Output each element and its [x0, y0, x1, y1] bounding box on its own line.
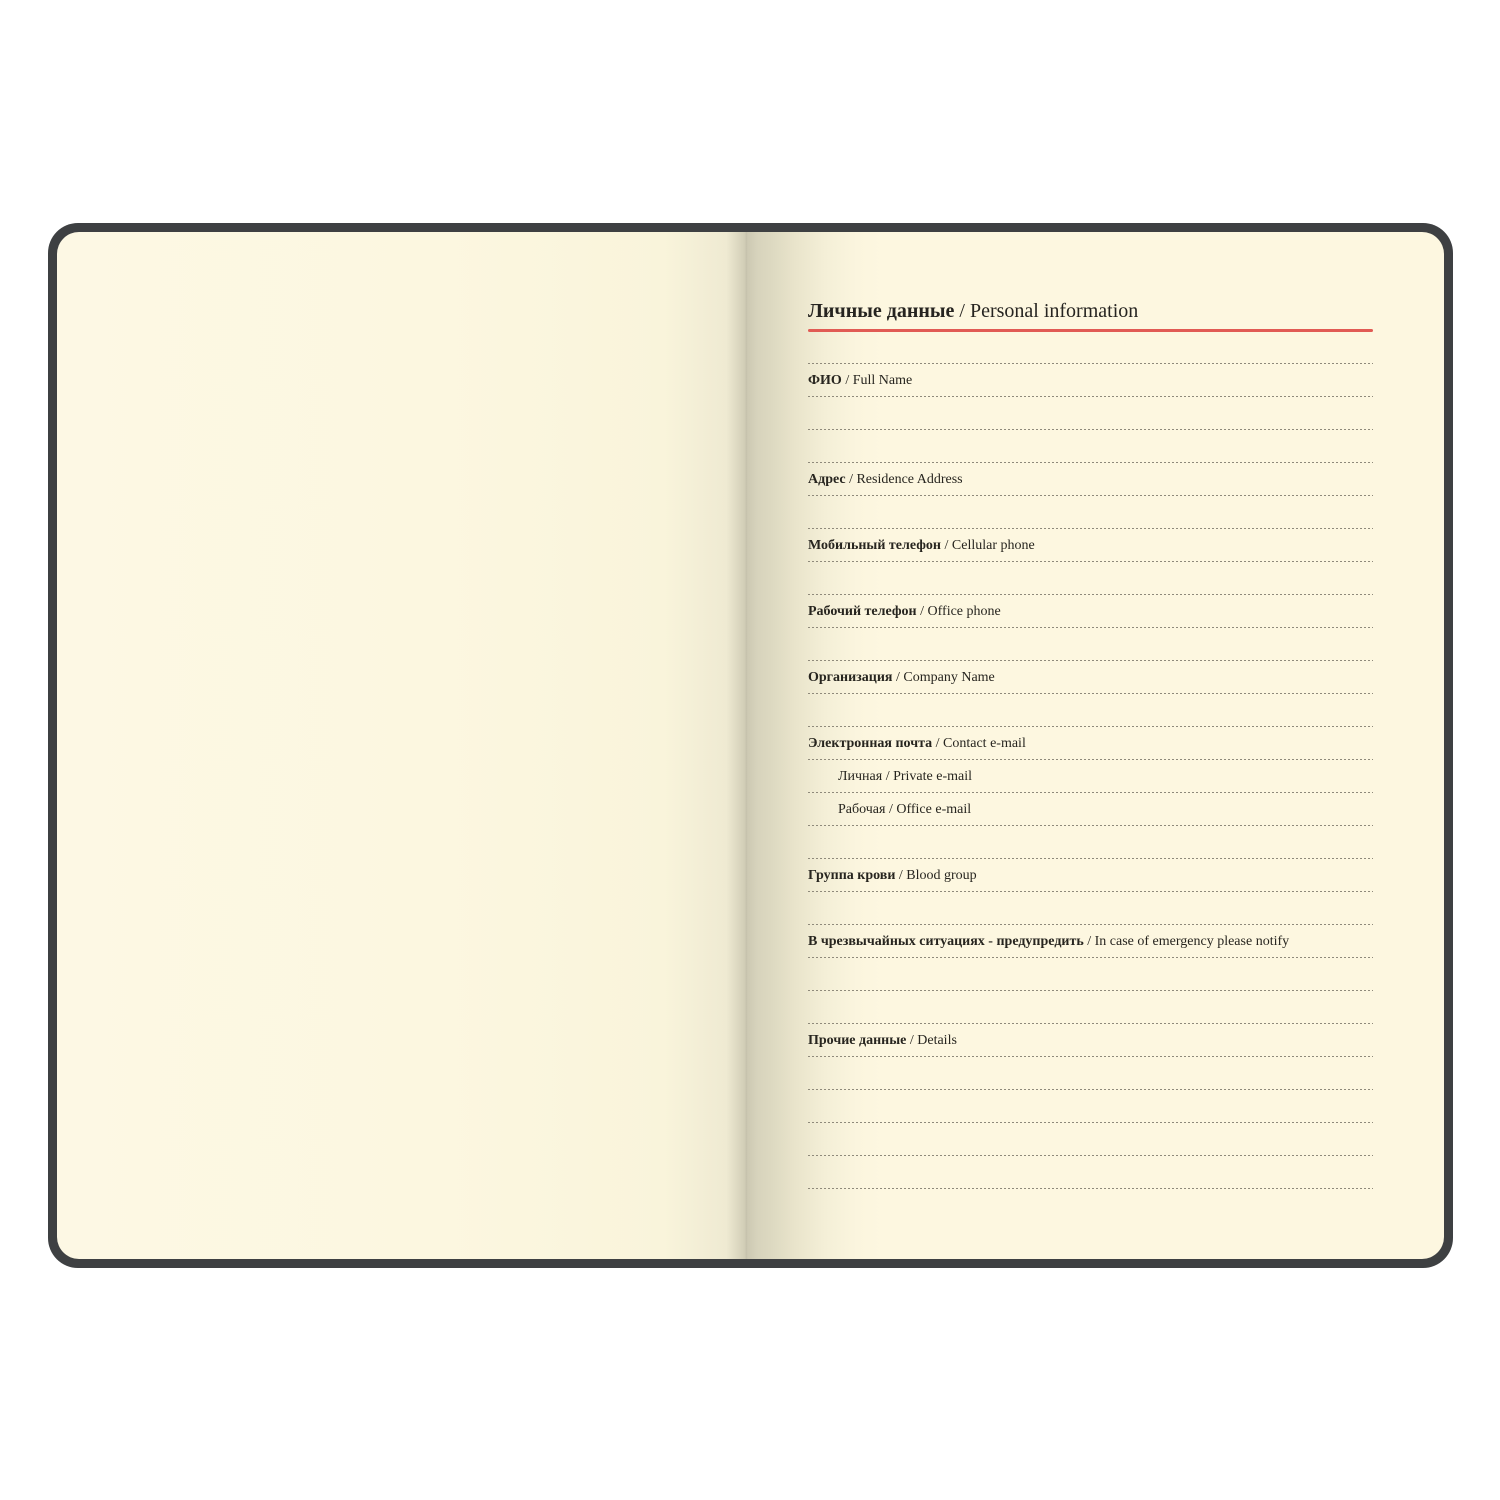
- ruled-line: [808, 1056, 1373, 1057]
- ruled-line: [808, 561, 1373, 562]
- ruled-line: [808, 528, 1373, 529]
- field-label-ru: Адрес: [808, 472, 846, 487]
- ruled-line: [808, 1155, 1373, 1156]
- field-label-en: / Full Name: [841, 373, 913, 388]
- ruled-line: [808, 627, 1373, 628]
- field-label: [808, 1023, 1373, 1049]
- field-label: [808, 726, 1373, 752]
- form-row: [808, 825, 1373, 858]
- ruled-line: [808, 1122, 1373, 1123]
- form-row: [808, 858, 1373, 891]
- ruled-line: [808, 363, 1373, 364]
- ruled-line: [808, 726, 1373, 727]
- field-label-ru: Рабочий телефон: [808, 604, 917, 619]
- field-label-ru: Мобильный телефон: [808, 538, 941, 553]
- form-row: [808, 495, 1373, 528]
- form-row: [808, 660, 1373, 693]
- ruled-line: [808, 957, 1373, 958]
- field-label-en: / Company Name: [892, 670, 995, 685]
- personal-info-form: [808, 363, 1373, 1221]
- ruled-line: [808, 759, 1373, 760]
- ruled-line: [808, 924, 1373, 925]
- field-label-en: / Private e-mail: [882, 769, 972, 784]
- ruled-line: [808, 429, 1373, 430]
- field-label-ru: Организация: [808, 670, 893, 685]
- page-title: [808, 298, 1138, 324]
- field-label: [808, 858, 1373, 884]
- form-row: [808, 1056, 1373, 1089]
- field-label-ru: Личная: [838, 769, 883, 784]
- ruled-line: [808, 792, 1373, 793]
- field-label-ru: В чрезвычайных ситуациях - предупредить: [808, 934, 1084, 949]
- form-row: [808, 726, 1373, 759]
- field-label-en: / Contact e-mail: [932, 736, 1026, 751]
- form-row: [808, 1023, 1373, 1056]
- form-row: [808, 990, 1373, 1023]
- form-row: [808, 594, 1373, 627]
- field-label-ru: Группа крови: [808, 868, 896, 883]
- field-label-en: / In case of emergency please notify: [1083, 934, 1290, 949]
- form-row: [808, 627, 1373, 660]
- ruled-line: [808, 1023, 1373, 1024]
- field-label-ru: Рабочая: [838, 802, 886, 817]
- field-label: [808, 759, 1373, 785]
- field-label-en: / Residence Address: [845, 472, 963, 487]
- form-row: [808, 462, 1373, 495]
- form-row: [808, 528, 1373, 561]
- field-label-en: / Office e-mail: [885, 802, 972, 817]
- form-row: [808, 1089, 1373, 1122]
- ruled-line: [808, 1188, 1373, 1189]
- form-row: [808, 1188, 1373, 1221]
- left-page-blank: [57, 232, 747, 1259]
- notebook-open-spread: [57, 232, 1444, 1259]
- field-label: [808, 660, 1373, 686]
- form-row: [808, 429, 1373, 462]
- ruled-line: [808, 1089, 1373, 1090]
- field-label-en: / Office phone: [916, 604, 1001, 619]
- form-row: [808, 1122, 1373, 1155]
- ruled-line: [808, 660, 1373, 661]
- form-row: [808, 396, 1373, 429]
- ruled-line: [808, 462, 1373, 463]
- ruled-line: [808, 825, 1373, 826]
- form-row: [808, 363, 1373, 396]
- personal-info-page: [808, 232, 1373, 1259]
- form-row: [808, 1155, 1373, 1188]
- form-row: [808, 891, 1373, 924]
- ruled-line: [808, 693, 1373, 694]
- notebook-cover: [48, 223, 1453, 1268]
- ruled-line: [808, 858, 1373, 859]
- form-row: [808, 693, 1373, 726]
- field-label: [808, 462, 1373, 488]
- ruled-line: [808, 495, 1373, 496]
- field-label: [808, 924, 1373, 950]
- form-row: [808, 924, 1373, 957]
- form-row: [808, 792, 1373, 825]
- field-label: [808, 363, 1373, 389]
- field-label-en: / Details: [906, 1033, 957, 1048]
- field-label: [808, 792, 1373, 818]
- form-row: [808, 957, 1373, 990]
- field-label-ru: ФИО: [808, 373, 842, 388]
- field-label: [808, 528, 1373, 554]
- ruled-line: [808, 594, 1373, 595]
- field-label-ru: Прочие данные: [808, 1033, 907, 1048]
- page-title-separator: /: [954, 300, 970, 322]
- title-underline-rule: [808, 329, 1373, 332]
- form-row: [808, 759, 1373, 792]
- ruled-line: [808, 990, 1373, 991]
- page-title-en: Personal information: [969, 300, 1139, 322]
- field-label: [808, 594, 1373, 620]
- field-label-en: / Blood group: [895, 868, 977, 883]
- right-page: [747, 232, 1444, 1259]
- field-label-en: / Cellular phone: [941, 538, 1035, 553]
- ruled-line: [808, 396, 1373, 397]
- field-label-ru: Электронная почта: [808, 736, 933, 751]
- form-row: [808, 561, 1373, 594]
- page-title-ru: Личные данные: [808, 300, 955, 322]
- ruled-line: [808, 891, 1373, 892]
